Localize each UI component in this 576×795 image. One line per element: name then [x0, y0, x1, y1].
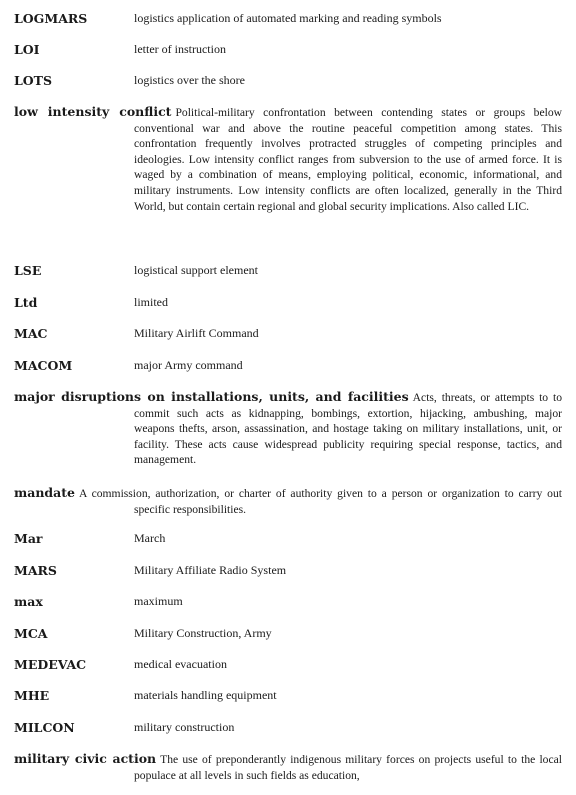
- entry-term: MILCON: [14, 720, 75, 735]
- entry-term: military civic action: [14, 751, 157, 766]
- entry-definition: Political-military confrontation between contending states or groups below conventional war and above the routine peaceful competition among states. This confrontation frequently involves protracted struggles of competing principles and ideologies. Low intensity conflict ranges from subversion to the use of armed force. It is waged by a combination of means, employing political, economic, informational, and military instruments. Low intensity conflicts are often localized, generally in the Third World, but contain certain regional and global security implications. Also called LIC.: [134, 106, 562, 213]
- entry-definition: medical evacuation: [134, 657, 227, 671]
- entry-definition: Military Affiliate Radio System: [134, 563, 287, 577]
- entry-paragraph: [14, 485, 562, 517]
- glossary-entry: [14, 485, 562, 517]
- entry-definition: military construction: [134, 720, 235, 734]
- entry-term: LOTS: [14, 73, 53, 88]
- entry-term: low intensity conflict: [14, 104, 172, 119]
- glossary-entry: [14, 104, 562, 214]
- glossary-entry: [14, 389, 562, 468]
- entry-definition: The use of preponderantly indigenous military forces on projects useful to the local populace at all levels in such fields as education,: [134, 753, 562, 782]
- entry-term: max: [14, 594, 43, 609]
- entry-term: MACOM: [14, 358, 73, 373]
- entry-term: MHE: [14, 688, 50, 703]
- entry-definition: Acts, threats, or attempts to to commit such acts as kidnapping, bombings, extortion, hijacking, ambushing, major weapons thefts, arson, assassination, and hostage taking on military installations, unit, or facility. These acts cause widespread publicity requiring special response, tactics, and management.: [134, 391, 562, 467]
- entry-definition: logistics application of automated marking and reading symbols: [134, 11, 442, 25]
- entry-definition: major Army command: [134, 358, 243, 372]
- entry-definition: limited: [134, 295, 168, 309]
- entry-term: LSE: [14, 263, 42, 278]
- entry-term: Ltd: [14, 295, 38, 310]
- entry-paragraph: [14, 389, 562, 468]
- entry-paragraph: [14, 751, 562, 783]
- entry-definition: maximum: [134, 594, 183, 608]
- entry-term: major disruptions on installations, units, and facilities: [14, 389, 409, 404]
- entry-definition: logistical support element: [134, 263, 258, 277]
- entry-term: MEDEVAC: [14, 657, 87, 672]
- entry-term: MCA: [14, 626, 48, 641]
- entry-definition: letter of instruction: [134, 42, 226, 56]
- glossary-entry: [14, 751, 562, 783]
- entry-definition: March: [134, 531, 166, 545]
- entry-term: MARS: [14, 563, 57, 578]
- entry-term: MAC: [14, 326, 48, 341]
- entry-definition: A commission, authorization, or charter of authority given to a person or organization to carry out specific responsibilities.: [78, 487, 562, 516]
- entry-paragraph: [14, 104, 562, 214]
- entry-term: Mar: [14, 531, 43, 546]
- entry-definition: Military Airlift Command: [134, 326, 259, 340]
- entry-term: LOGMARS: [14, 11, 88, 26]
- entry-definition: logistics over the shore: [134, 73, 245, 87]
- entry-definition: Military Construction, Army: [134, 626, 272, 640]
- entry-definition: materials handling equipment: [134, 688, 277, 702]
- entry-term: mandate: [14, 485, 75, 500]
- entry-term: LOI: [14, 42, 40, 57]
